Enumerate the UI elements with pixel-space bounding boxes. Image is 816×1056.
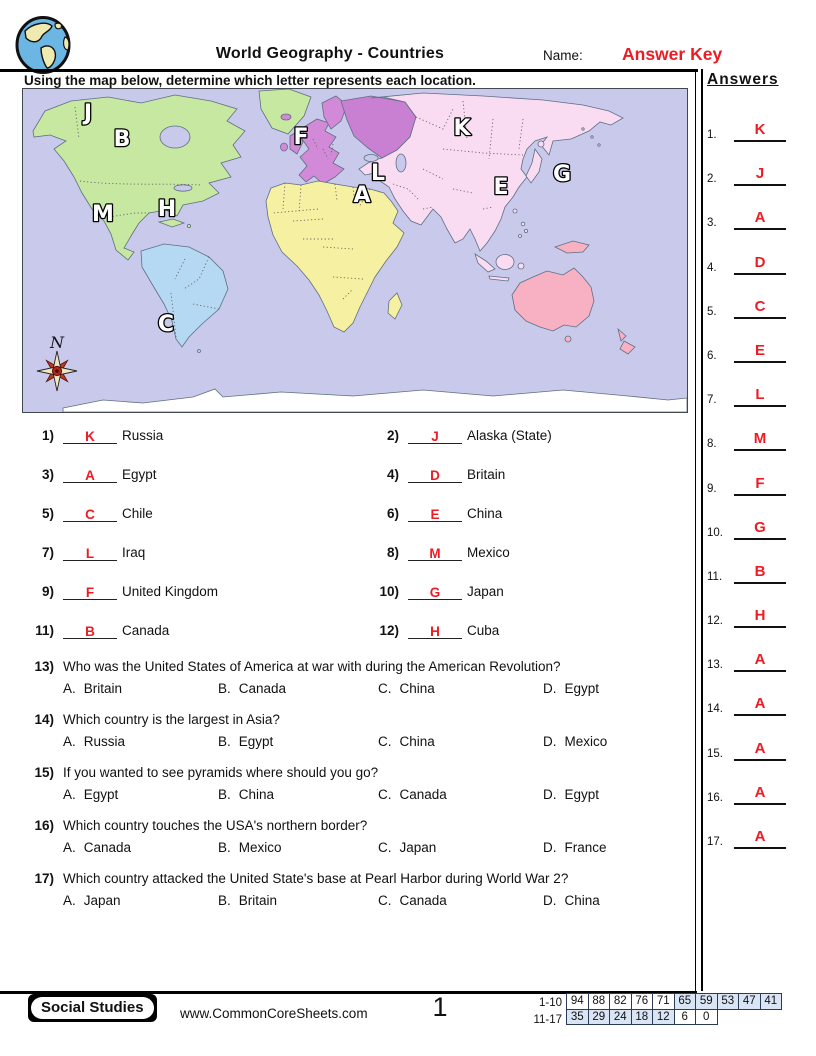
answer-item-number: 1. bbox=[707, 129, 717, 141]
fill-question bbox=[24, 494, 369, 533]
answer-item-number: 13. bbox=[707, 659, 723, 672]
question-text: Chile bbox=[122, 506, 153, 521]
fill-question bbox=[369, 455, 689, 494]
choice-option[interactable] bbox=[378, 840, 543, 855]
score-cell: 35 bbox=[566, 1009, 589, 1026]
question-text: Mexico bbox=[467, 545, 510, 560]
question-text: China bbox=[467, 506, 503, 521]
choice-option[interactable] bbox=[218, 734, 378, 749]
answer-blank[interactable] bbox=[63, 584, 117, 600]
answer-letter: L bbox=[85, 545, 95, 561]
score-row bbox=[566, 1010, 782, 1026]
answer-item bbox=[707, 331, 786, 363]
question-number: 7) bbox=[41, 545, 54, 560]
answer-item-number: 6. bbox=[707, 349, 717, 362]
question-text: Canada bbox=[122, 623, 170, 638]
answer-key-text: Answer Key bbox=[622, 44, 723, 64]
choice-text: Egypt bbox=[238, 734, 274, 749]
answer-item-blank[interactable] bbox=[734, 253, 786, 275]
question-number: 10) bbox=[379, 584, 399, 599]
answer-letter: K bbox=[85, 428, 95, 444]
question-number: 2) bbox=[386, 428, 399, 443]
question-text: Russia bbox=[122, 428, 164, 443]
choices-row bbox=[63, 681, 692, 696]
answer-item bbox=[707, 817, 786, 849]
answer-item-number: 4. bbox=[707, 261, 717, 274]
choice-label: B. bbox=[218, 840, 231, 855]
answer-blank[interactable] bbox=[408, 584, 462, 600]
website-link[interactable]: www.CommonCoreSheets.com bbox=[180, 1006, 368, 1021]
answer-item bbox=[707, 684, 786, 716]
answer-item-letter: A bbox=[754, 651, 766, 669]
choice-option[interactable] bbox=[543, 840, 692, 855]
choice-option[interactable] bbox=[543, 681, 692, 696]
choice-option[interactable] bbox=[543, 893, 692, 908]
question-number: 1) bbox=[41, 428, 54, 443]
score-cell: 41 bbox=[760, 993, 783, 1010]
subject-badge bbox=[28, 994, 157, 1022]
question-text: Which country attacked the United State's base at Pearl Harbor during World War 2? bbox=[63, 871, 569, 886]
question-text: If you wanted to see pyramids where should you go? bbox=[63, 765, 379, 780]
choice-label: B. bbox=[218, 787, 231, 802]
choice-label: C. bbox=[378, 734, 392, 749]
answer-item-number: 3. bbox=[707, 217, 717, 230]
choice-label: A. bbox=[63, 734, 76, 749]
score-cell: 94 bbox=[566, 993, 589, 1010]
score-cell: 18 bbox=[631, 1009, 654, 1026]
choice-option[interactable] bbox=[378, 681, 543, 696]
question-number: 4) bbox=[386, 467, 399, 482]
answer-item-blank[interactable] bbox=[734, 783, 786, 805]
fill-question bbox=[369, 611, 689, 650]
choice-text: China bbox=[399, 734, 435, 749]
answer-item bbox=[707, 287, 786, 319]
answer-item-letter: A bbox=[754, 828, 766, 845]
subject-badge-label: Social Studies bbox=[31, 997, 154, 1019]
answers-panel-title: Answers bbox=[707, 71, 779, 88]
answer-item-letter: C bbox=[754, 297, 766, 315]
choice-label: C. bbox=[378, 787, 392, 802]
answer-letter: C bbox=[85, 506, 95, 522]
mc-question bbox=[24, 765, 692, 802]
answer-item-number: 17. bbox=[707, 836, 723, 848]
answer-item-blank[interactable] bbox=[734, 518, 786, 540]
answer-letter: E bbox=[430, 506, 440, 522]
answer-letter: J bbox=[431, 428, 439, 444]
answer-item-letter: G bbox=[754, 518, 766, 536]
choice-text: Egypt bbox=[564, 787, 600, 802]
answer-item-number: 15. bbox=[707, 747, 723, 760]
question-number: 16) bbox=[34, 818, 54, 833]
answer-blank[interactable] bbox=[408, 506, 462, 522]
choices-row bbox=[63, 840, 692, 855]
choice-option[interactable] bbox=[378, 787, 543, 802]
choices-row bbox=[63, 893, 692, 908]
mc-question bbox=[24, 871, 692, 908]
world-map bbox=[22, 88, 688, 413]
answer-item-blank[interactable] bbox=[734, 650, 786, 672]
mc-question bbox=[24, 818, 692, 855]
map-letter-K: K bbox=[453, 116, 471, 141]
header-divider bbox=[0, 69, 698, 72]
choice-label: D. bbox=[543, 840, 557, 855]
answer-item bbox=[707, 508, 786, 540]
answer-item bbox=[707, 773, 786, 805]
answer-blank[interactable] bbox=[63, 545, 117, 561]
score-row bbox=[566, 993, 782, 1010]
choice-label: D. bbox=[543, 787, 557, 802]
question-text: Which country touches the USA's northern border? bbox=[63, 818, 368, 833]
score-cell: 24 bbox=[609, 1009, 632, 1026]
fill-question bbox=[369, 416, 689, 455]
choice-option[interactable] bbox=[63, 893, 218, 908]
score-label-11-17: 11-17 bbox=[533, 1013, 562, 1026]
question-number: 13) bbox=[34, 659, 54, 674]
choice-label: B. bbox=[218, 681, 231, 696]
answers-panel-list bbox=[707, 110, 786, 861]
answer-blank[interactable] bbox=[408, 623, 462, 639]
choice-text: Britain bbox=[238, 893, 278, 908]
compass-north-label: N bbox=[50, 333, 64, 352]
answer-item-number: 9. bbox=[707, 482, 717, 495]
answer-item-blank[interactable] bbox=[734, 474, 786, 496]
map-letter-F: F bbox=[293, 125, 309, 150]
answer-letter: D bbox=[430, 467, 440, 483]
answer-item-letter: A bbox=[754, 739, 766, 757]
answer-item-blank[interactable] bbox=[734, 429, 786, 451]
tasmania-shape bbox=[565, 336, 571, 342]
answer-item-letter: A bbox=[754, 695, 766, 713]
answer-item-blank[interactable] bbox=[734, 827, 786, 849]
answers-column-divider bbox=[695, 69, 703, 991]
answer-item-letter: K bbox=[754, 121, 766, 138]
choice-option[interactable] bbox=[218, 681, 378, 696]
mc-question bbox=[24, 712, 692, 749]
multiple-choice-questions bbox=[24, 659, 692, 924]
fill-in-questions bbox=[24, 416, 689, 650]
choice-text: China bbox=[399, 681, 435, 696]
choice-label: D. bbox=[543, 734, 557, 749]
choice-text: Mexico bbox=[238, 840, 282, 855]
score-cell: 65 bbox=[674, 993, 697, 1010]
score-cell: 82 bbox=[609, 993, 632, 1010]
answer-item bbox=[707, 110, 786, 142]
answer-item-blank[interactable] bbox=[734, 164, 786, 186]
choice-text: Mexico bbox=[564, 734, 608, 749]
choice-label: B. bbox=[218, 893, 231, 908]
fill-question bbox=[24, 455, 369, 494]
answer-item-letter: B bbox=[754, 562, 766, 580]
choice-text: Russia bbox=[83, 734, 126, 749]
question-text: Iraq bbox=[122, 545, 146, 560]
answer-blank[interactable] bbox=[408, 545, 462, 561]
choice-label: A. bbox=[63, 681, 76, 696]
answer-letter: A bbox=[85, 467, 95, 483]
choice-label: A. bbox=[63, 893, 76, 908]
fill-question bbox=[24, 533, 369, 572]
answer-item-blank[interactable] bbox=[734, 208, 786, 230]
choice-option[interactable] bbox=[218, 840, 378, 855]
answer-item-number: 5. bbox=[707, 305, 717, 318]
answer-item-letter: L bbox=[755, 386, 765, 404]
answer-item bbox=[707, 464, 786, 496]
answer-item-letter: A bbox=[754, 783, 766, 801]
score-cell: 53 bbox=[717, 993, 740, 1010]
question-number: 14) bbox=[34, 712, 54, 727]
question-number: 9) bbox=[41, 584, 54, 599]
grading-table bbox=[566, 993, 782, 1025]
choice-label: C. bbox=[378, 840, 392, 855]
choice-option[interactable] bbox=[378, 893, 543, 908]
choice-option[interactable] bbox=[543, 787, 692, 802]
choice-text: China bbox=[238, 787, 275, 802]
answer-blank[interactable] bbox=[63, 623, 117, 639]
choices-row bbox=[63, 734, 692, 749]
answer-item-number: 12. bbox=[707, 615, 723, 628]
answer-item-letter: M bbox=[753, 430, 767, 448]
globe-icon bbox=[14, 15, 72, 75]
choice-label: D. bbox=[543, 893, 557, 908]
answer-item-number: 16. bbox=[707, 791, 723, 804]
choice-option[interactable] bbox=[378, 734, 543, 749]
choice-label: A. bbox=[63, 787, 76, 802]
answer-blank[interactable] bbox=[63, 428, 117, 444]
answer-item-letter: H bbox=[754, 607, 766, 625]
answer-item-blank[interactable] bbox=[734, 120, 786, 142]
answer-item bbox=[707, 552, 786, 584]
question-number: 15) bbox=[34, 765, 54, 780]
score-cell: 71 bbox=[652, 993, 675, 1010]
fill-question bbox=[369, 533, 689, 572]
answer-item-blank[interactable] bbox=[734, 385, 786, 407]
score-cell: 47 bbox=[738, 993, 761, 1010]
page-number: 1 bbox=[432, 992, 448, 1022]
fill-question bbox=[24, 611, 369, 650]
choice-text: Canada bbox=[83, 840, 132, 855]
choice-label: C. bbox=[378, 893, 392, 908]
fill-question bbox=[369, 572, 689, 611]
answer-item-letter: E bbox=[754, 341, 765, 359]
score-label-1-10: 1-10 bbox=[538, 997, 562, 1009]
map-letter-G: G bbox=[552, 162, 572, 187]
question-text: Who was the United States of America at war with during the American Revolution? bbox=[63, 659, 561, 674]
score-row-labels bbox=[492, 995, 562, 1028]
answer-item bbox=[707, 640, 786, 672]
choice-text: Egypt bbox=[83, 787, 119, 802]
answer-item-letter: D bbox=[754, 253, 766, 271]
choice-text: Japan bbox=[83, 893, 121, 908]
choice-text: Canada bbox=[399, 787, 447, 802]
choice-text: China bbox=[564, 893, 600, 908]
answer-item bbox=[707, 198, 786, 230]
choice-text: Britain bbox=[83, 681, 123, 696]
answer-letter: G bbox=[429, 584, 441, 600]
map-letter-C: C bbox=[157, 312, 175, 337]
answer-item-letter: J bbox=[755, 165, 765, 183]
answer-item-blank[interactable] bbox=[734, 739, 786, 761]
answer-blank[interactable] bbox=[408, 428, 462, 444]
choice-text: Canada bbox=[399, 893, 447, 908]
question-number: 17) bbox=[34, 871, 54, 886]
fill-question bbox=[369, 494, 689, 533]
choice-label: A. bbox=[63, 840, 76, 855]
question-text: United Kingdom bbox=[122, 584, 219, 599]
answer-letter: M bbox=[429, 545, 441, 561]
map-letter-B: B bbox=[113, 127, 131, 152]
score-cell: 76 bbox=[631, 993, 654, 1010]
question-number: 6) bbox=[386, 506, 399, 521]
choice-text: Canada bbox=[238, 681, 287, 696]
score-cell: 6 bbox=[674, 1009, 697, 1026]
choice-option[interactable] bbox=[63, 681, 218, 696]
answer-item-blank[interactable] bbox=[734, 341, 786, 363]
question-number: 12) bbox=[379, 623, 399, 638]
choice-text: Egypt bbox=[564, 681, 600, 696]
answer-item bbox=[707, 154, 786, 186]
question-text: Egypt bbox=[122, 467, 157, 482]
choices-row bbox=[63, 787, 692, 802]
ireland-shape bbox=[281, 143, 288, 151]
question-text: Alaska (State) bbox=[467, 428, 552, 443]
choice-option[interactable] bbox=[218, 787, 378, 802]
answer-item-number: 2. bbox=[707, 173, 717, 186]
mc-question bbox=[24, 659, 692, 696]
answer-item bbox=[707, 596, 786, 628]
fill-question bbox=[24, 416, 369, 455]
choice-option[interactable] bbox=[63, 734, 218, 749]
answer-blank[interactable] bbox=[408, 467, 462, 483]
instruction-text: Using the map below, determine which letter represents each location. bbox=[24, 73, 476, 88]
question-text: Britain bbox=[467, 467, 506, 482]
page-title: World Geography - Countries bbox=[215, 45, 445, 62]
answer-letter: H bbox=[430, 623, 440, 639]
answer-item-blank[interactable] bbox=[734, 694, 786, 716]
answer-item-number: 7. bbox=[707, 394, 717, 407]
score-cell: 88 bbox=[588, 993, 611, 1010]
map-letter-L: L bbox=[370, 161, 386, 186]
map-letter-H: H bbox=[157, 197, 177, 222]
answer-item bbox=[707, 419, 786, 451]
fill-question bbox=[24, 572, 369, 611]
score-cell: 29 bbox=[588, 1009, 611, 1026]
choice-option[interactable] bbox=[63, 787, 218, 802]
answer-letter: F bbox=[85, 584, 95, 600]
choice-option[interactable] bbox=[543, 734, 692, 749]
question-text: Cuba bbox=[467, 623, 500, 638]
answer-item-number: 10. bbox=[707, 526, 723, 539]
answer-blank[interactable] bbox=[63, 506, 117, 522]
answer-item bbox=[707, 729, 786, 761]
choice-option[interactable] bbox=[218, 893, 378, 908]
name-label: Name: bbox=[543, 48, 583, 63]
score-cell: 0 bbox=[695, 1009, 718, 1026]
choice-label: D. bbox=[543, 681, 557, 696]
answer-item-blank[interactable] bbox=[734, 562, 786, 584]
choice-text: Japan bbox=[399, 840, 437, 855]
question-text: Which country is the largest in Asia? bbox=[63, 712, 280, 727]
choice-label: C. bbox=[378, 681, 392, 696]
question-text: Japan bbox=[467, 584, 504, 599]
map-letter-M: M bbox=[92, 202, 114, 227]
answer-item-blank[interactable] bbox=[734, 606, 786, 628]
question-number: 11) bbox=[35, 623, 54, 638]
answer-item-number: 11. bbox=[707, 570, 723, 583]
answer-item-number: 8. bbox=[707, 438, 717, 451]
choice-text: France bbox=[564, 840, 607, 855]
score-cell: 12 bbox=[652, 1009, 675, 1026]
score-cell: 59 bbox=[695, 993, 718, 1010]
map-letter-J: J bbox=[83, 101, 93, 126]
answer-item-number: 14. bbox=[707, 703, 723, 716]
answer-blank[interactable] bbox=[63, 467, 117, 483]
answer-item-letter: A bbox=[754, 209, 766, 227]
answer-item bbox=[707, 243, 786, 275]
question-number: 8) bbox=[386, 545, 399, 560]
question-number: 3) bbox=[41, 467, 54, 482]
question-number: 5) bbox=[41, 506, 54, 521]
choice-label: B. bbox=[218, 734, 231, 749]
map-letter-E: E bbox=[493, 175, 509, 200]
answer-item-letter: F bbox=[755, 474, 765, 492]
answer-item-blank[interactable] bbox=[734, 297, 786, 319]
answer-letter: B bbox=[85, 623, 95, 639]
map-letter-A: A bbox=[353, 183, 371, 208]
choice-option[interactable] bbox=[63, 840, 218, 855]
answer-item bbox=[707, 375, 786, 407]
